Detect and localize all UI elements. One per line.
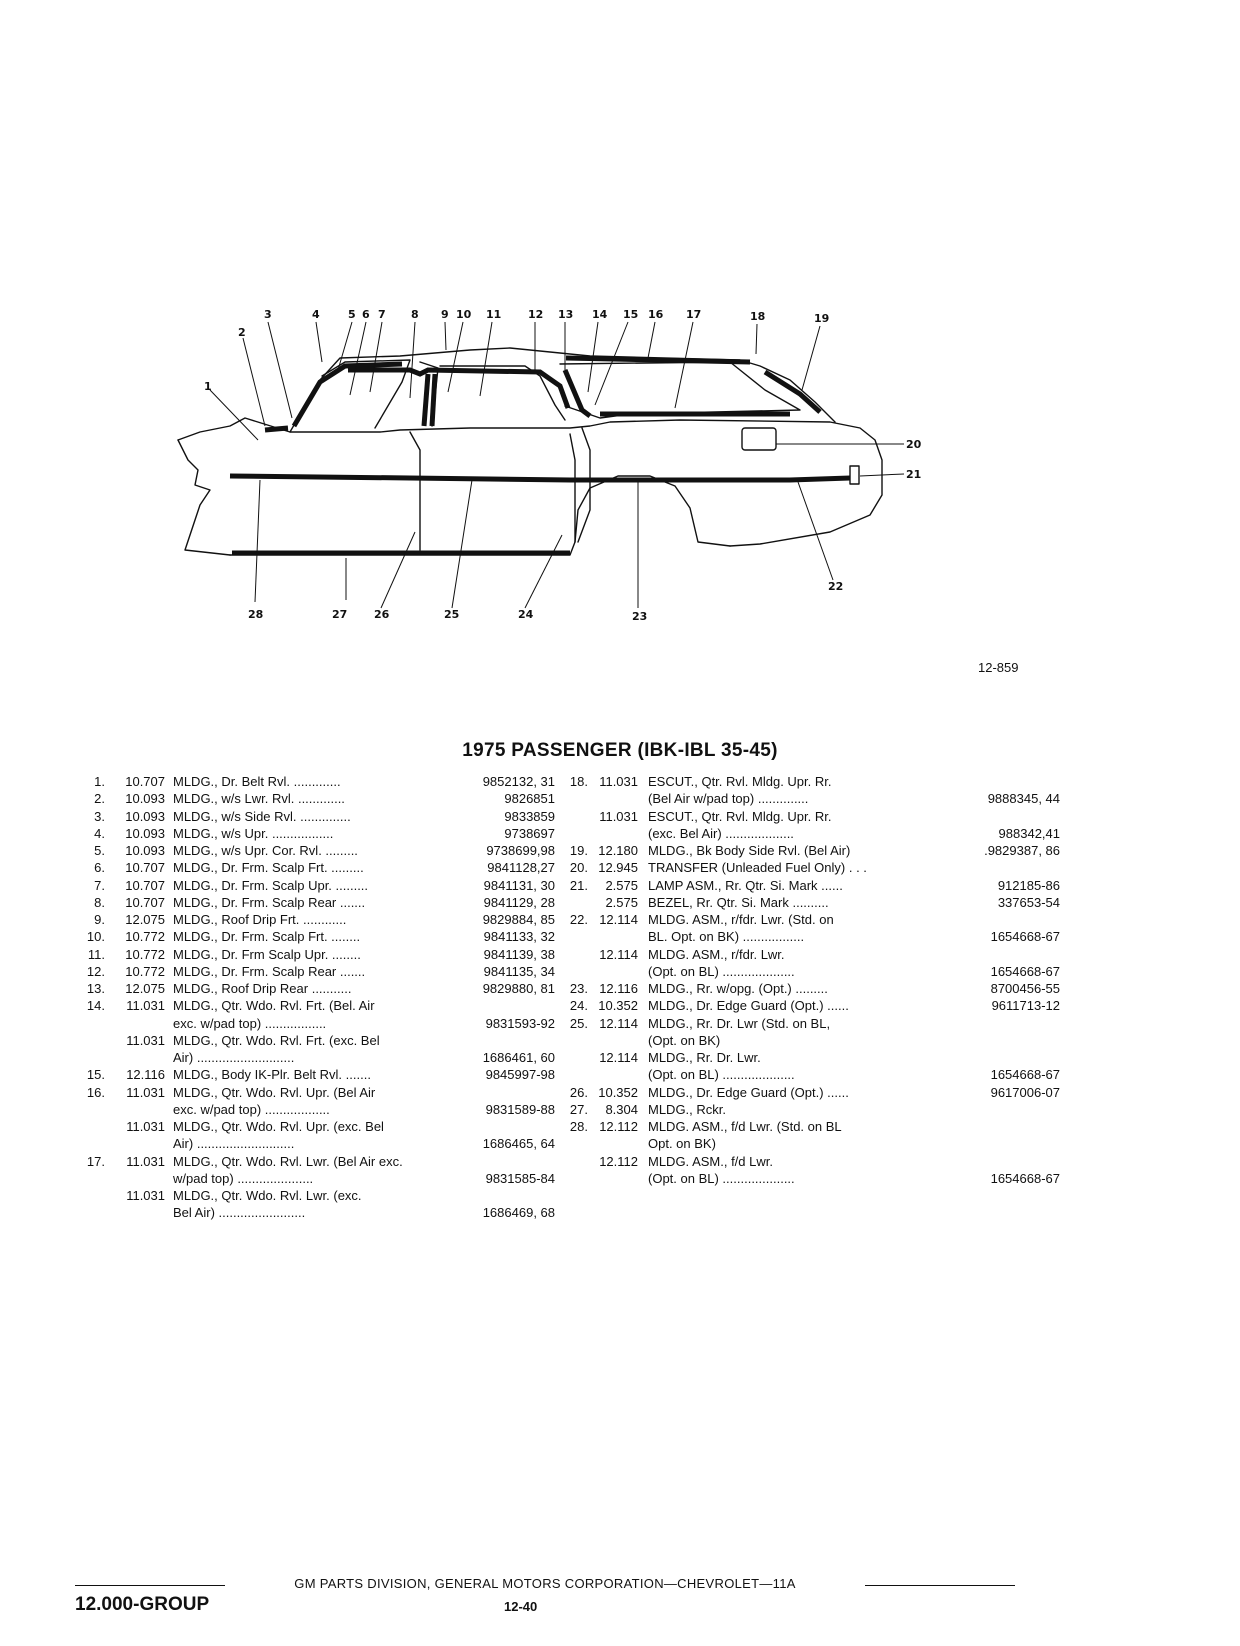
- part-description: (exc. Bel Air) ...................: [648, 825, 794, 841]
- callout-4: 4: [312, 310, 320, 321]
- part-description: MLDG., Rr. Dr. Lwr.: [648, 1050, 761, 1065]
- parts-list-row: [75, 1135, 555, 1152]
- part-description: TRANSFER (Unleaded Fuel Only) . . .: [648, 860, 867, 876]
- parts-list-row: [560, 946, 1060, 963]
- part-number: 9845997-98: [485, 1067, 555, 1083]
- part-number: 1654668-67: [990, 963, 1060, 979]
- part-number: 9841129, 28: [483, 894, 555, 910]
- callout-17: 17: [686, 310, 702, 321]
- part-description: MLDG., Qtr. Wdo. Rvl. Upr. (exc. Bel: [173, 1119, 384, 1134]
- callout-7: 7: [378, 310, 386, 321]
- parts-list-row: [75, 825, 555, 842]
- part-description: MLDG. ASM., f/d Lwr.: [648, 1153, 773, 1169]
- parts-list-row: [560, 1084, 1060, 1101]
- callout-22: 22: [828, 580, 844, 593]
- part-description: MLDG., Bk Body Side Rvl. (Bel Air): [648, 843, 851, 858]
- item-number: 28.: [569, 1119, 588, 1134]
- group-number: 12.075: [125, 981, 165, 996]
- group-number: 12.114: [599, 946, 638, 962]
- parts-list-row: [75, 1015, 555, 1032]
- item-number: 5.: [94, 843, 105, 858]
- part-number: 8700456-55: [990, 981, 1060, 996]
- parts-list-row: [75, 980, 555, 997]
- parts-list-row: [560, 1015, 1060, 1032]
- parts-list-row: [75, 1066, 555, 1083]
- parts-list-row: [560, 1066, 1060, 1083]
- group-number: 10.707: [125, 774, 165, 789]
- item-number: 13.: [86, 981, 105, 996]
- part-number: 9833859: [504, 808, 555, 824]
- group-number: 10.093: [125, 791, 165, 807]
- group-number: 12.112: [599, 1153, 638, 1169]
- callout-13: 13: [558, 310, 574, 321]
- group-number: 10.352: [598, 998, 638, 1014]
- part-number: 9841139, 38: [483, 946, 555, 962]
- part-number: .9829387, 86: [984, 843, 1060, 858]
- callout-5: 5: [348, 310, 356, 321]
- parts-list-row: [560, 1170, 1060, 1187]
- group-number: 12.116: [126, 1067, 165, 1083]
- item-number: 16.: [86, 1084, 105, 1100]
- group-number: 8.304: [605, 1101, 638, 1117]
- callout-25: 25: [444, 608, 460, 621]
- part-description: BEZEL, Rr. Qtr. Si. Mark ..........: [648, 894, 829, 910]
- part-description: LAMP ASM., Rr. Qtr. Si. Mark ......: [648, 877, 843, 893]
- part-description: ESCUT., Qtr. Rvl. Mldg. Upr. Rr.: [648, 774, 832, 789]
- part-number: 9831593-92: [485, 1015, 555, 1031]
- item-number: 11.: [87, 946, 105, 962]
- footer: [75, 1576, 1015, 1596]
- callout-1: 1: [204, 380, 212, 393]
- callout-11: 11: [486, 310, 502, 321]
- item-number: 24.: [569, 998, 588, 1014]
- part-description: MLDG., Dr. Frm. Scalp Frt. ........: [173, 929, 361, 945]
- group-number: 10.707: [125, 860, 165, 876]
- parts-list-row: [75, 790, 555, 807]
- parts-list-row: [560, 859, 1060, 876]
- item-number: 18.: [569, 774, 588, 789]
- part-description: Bel Air) ........................: [173, 1205, 306, 1221]
- car-molding-diagram: [170, 310, 970, 650]
- part-description: MLDG., w/s Lwr. Rvl. .............: [173, 791, 345, 807]
- page-title: 1975 PASSENGER (IBK-IBL 35-45): [462, 740, 778, 761]
- group-number: 12.945: [598, 860, 638, 876]
- parts-list-row: [560, 1135, 1060, 1152]
- callout-10: 10: [456, 310, 472, 321]
- part-description: MLDG., w/s Upr. .................: [173, 825, 334, 841]
- item-number: 27.: [569, 1101, 588, 1117]
- item-number: 14.: [86, 998, 105, 1014]
- group-number: 10.707: [125, 894, 165, 910]
- parts-list-row: [560, 1118, 1060, 1135]
- part-description: MLDG., Rckr.: [648, 1101, 727, 1117]
- item-number: 19.: [569, 843, 588, 858]
- part-number: 9841133, 32: [483, 929, 555, 945]
- callout-28: 28: [248, 608, 264, 621]
- part-number: 9831585-84: [485, 1170, 555, 1186]
- part-description: w/pad top) .....................: [173, 1170, 314, 1186]
- callout-18: 18: [750, 310, 766, 323]
- item-number: 23.: [569, 981, 588, 996]
- part-number: 9617006-07: [990, 1084, 1060, 1100]
- parts-list-row: [560, 980, 1060, 997]
- parts-list-row: [75, 842, 555, 859]
- callout-26: 26: [374, 608, 390, 621]
- group-number: 2.575: [605, 894, 638, 910]
- group-number: 10.772: [125, 929, 165, 945]
- part-number: 988342,41: [998, 825, 1060, 841]
- parts-list-row: [560, 825, 1060, 842]
- part-description: MLDG., w/s Upr. Cor. Rvl. .........: [173, 843, 358, 858]
- group-number: 10.093: [125, 808, 165, 824]
- parts-list-row: [75, 963, 555, 980]
- item-number: 4.: [94, 825, 105, 841]
- part-description: MLDG., Qtr. Wdo. Rvl. Upr. (Bel Air: [173, 1084, 376, 1100]
- group-number: 12.114: [599, 912, 638, 927]
- parts-list-row: [560, 911, 1060, 928]
- parts-list-row: [560, 808, 1060, 825]
- part-number: 9841135, 34: [483, 963, 555, 979]
- item-number: 26.: [569, 1084, 588, 1100]
- part-description: MLDG. ASM., f/d Lwr. (Std. on BL: [648, 1119, 842, 1134]
- group-number: 12.114: [599, 1050, 638, 1065]
- footer-division: GM PARTS DIVISION, GENERAL MOTORS CORPORATION—CHEVROLET—11A: [288, 1576, 801, 1591]
- group-number: 12.116: [599, 981, 638, 996]
- group-number: 11.031: [599, 774, 638, 789]
- part-number: 1686461, 60: [482, 1050, 555, 1065]
- parts-list-row: [75, 894, 555, 911]
- callout-3: 3: [264, 310, 272, 321]
- part-description: Air) ...........................: [173, 1050, 295, 1065]
- part-description: ESCUT., Qtr. Rvl. Mldg. Upr. Rr.: [648, 808, 832, 824]
- part-description: MLDG., Dr. Belt Rvl. .............: [173, 774, 341, 789]
- callout-27: 27: [332, 608, 348, 621]
- group-number: 11.031: [126, 1032, 165, 1048]
- part-description: (Bel Air w/pad top) ..............: [648, 791, 809, 807]
- group-number: 12.112: [599, 1119, 638, 1134]
- parts-list-row: [75, 1032, 555, 1049]
- part-number: 9831589-88: [485, 1101, 555, 1117]
- item-number: 1.: [94, 774, 105, 789]
- group-number: 11.031: [599, 808, 638, 824]
- parts-list-row: [75, 877, 555, 894]
- callout-2: 2: [238, 326, 246, 339]
- group-number: 11.031: [126, 998, 165, 1014]
- group-number: 11.031: [126, 1153, 165, 1169]
- part-number: 9611713-12: [991, 998, 1060, 1014]
- item-number: 21.: [569, 877, 588, 893]
- parts-list-row: [75, 1204, 555, 1221]
- callout-6: 6: [362, 310, 370, 321]
- part-description: (Opt. on BL) ....................: [648, 1170, 795, 1186]
- item-number: 3.: [94, 808, 105, 824]
- parts-list-row: [75, 1084, 555, 1101]
- part-description: MLDG., w/s Side Rvl. ..............: [173, 808, 351, 824]
- parts-list-row: [75, 808, 555, 825]
- part-number: 9852132, 31: [482, 774, 555, 789]
- parts-list-row: [560, 1032, 1060, 1049]
- part-number: 9738699,98: [486, 843, 555, 858]
- part-description: MLDG., Qtr. Wdo. Rvl. Lwr. (exc.: [173, 1188, 362, 1203]
- callout-20: 20: [906, 438, 922, 451]
- parts-list-row: [560, 773, 1060, 790]
- callout-8: 8: [411, 310, 419, 321]
- group-number: 10.707: [125, 877, 165, 893]
- group-number: 12.075: [125, 912, 165, 927]
- callout-23: 23: [632, 610, 648, 623]
- part-description: exc. w/pad top) .................: [173, 1015, 327, 1031]
- parts-list-row: [560, 790, 1060, 807]
- group-number: 10.093: [125, 825, 165, 841]
- group-number: 10.772: [125, 946, 165, 962]
- group-number: 11.031: [126, 1119, 165, 1134]
- parts-list-row: [560, 877, 1060, 894]
- group-number: 10.352: [598, 1084, 638, 1100]
- parts-list-row: [560, 928, 1060, 945]
- part-description: MLDG., Dr. Frm. Scalp Rear .......: [173, 963, 366, 979]
- parts-list-row: [560, 1101, 1060, 1118]
- part-description: MLDG., Rr. w/opg. (Opt.) .........: [648, 981, 828, 996]
- part-description: MLDG., Qtr. Wdo. Rvl. Frt. (Bel. Air: [173, 998, 375, 1014]
- part-description: MLDG., Dr. Edge Guard (Opt.) ......: [648, 998, 849, 1014]
- item-number: 12.: [86, 963, 105, 979]
- item-number: 7.: [94, 877, 105, 893]
- parts-list-row: [560, 894, 1060, 911]
- callout-24: 24: [518, 608, 534, 621]
- figure-number: 12-859: [978, 660, 1019, 675]
- part-description: MLDG., Roof Drip Rear ...........: [173, 981, 352, 996]
- parts-list-row: [75, 946, 555, 963]
- part-description: MLDG., Rr. Dr. Lwr (Std. on BL,: [648, 1015, 831, 1031]
- group-number: 10.772: [125, 963, 165, 979]
- part-number: 9841131, 30: [483, 877, 555, 893]
- parts-list-row: [75, 1153, 555, 1170]
- parts-list-row: [560, 1153, 1060, 1170]
- part-number: 9888345, 44: [987, 791, 1060, 807]
- part-description: MLDG., Dr. Edge Guard (Opt.) ......: [648, 1084, 849, 1100]
- part-number: 1654668-67: [990, 1170, 1060, 1186]
- parts-list-row: [560, 842, 1060, 859]
- part-number: 9829884, 85: [482, 912, 555, 927]
- parts-list-row: [75, 859, 555, 876]
- item-number: 22.: [569, 912, 588, 927]
- parts-list-row: [75, 997, 555, 1014]
- parts-list-left: [75, 773, 555, 1222]
- parts-list-row: [75, 1187, 555, 1204]
- part-number: 9829880, 81: [482, 981, 555, 996]
- callout-9: 9: [441, 310, 449, 321]
- item-number: 10.: [86, 929, 105, 945]
- parts-list-row: [75, 773, 555, 790]
- parts-list-row: [75, 1170, 555, 1187]
- part-description: Air) ...........................: [173, 1136, 295, 1152]
- parts-list-row: [75, 928, 555, 945]
- parts-list-row: [75, 1118, 555, 1135]
- part-description: exc. w/pad top) ..................: [173, 1101, 330, 1117]
- part-description: Opt. on BK): [648, 1136, 716, 1152]
- parts-list-row: [560, 963, 1060, 980]
- part-number: 912185-86: [997, 877, 1060, 893]
- callout-21: 21: [906, 468, 922, 481]
- footer-division-wrap: [75, 1576, 1015, 1591]
- part-description: MLDG., Body IK-Plr. Belt Rvl. .......: [173, 1067, 371, 1083]
- parts-list-row: [75, 911, 555, 928]
- group-number: 12.114: [599, 1015, 638, 1031]
- page-number: 12-40: [504, 1599, 538, 1614]
- parts-list-row: [560, 1049, 1060, 1066]
- part-description: MLDG., Roof Drip Frt. ............: [173, 912, 347, 927]
- part-description: MLDG., Qtr. Wdo. Rvl. Frt. (exc. Bel: [173, 1032, 380, 1048]
- group-label: 12.000-GROUP: [75, 1594, 210, 1615]
- part-description: MLDG., Qtr. Wdo. Rvl. Lwr. (Bel Air exc.: [173, 1153, 403, 1169]
- callout-16: 16: [648, 310, 664, 321]
- part-number: 1654668-67: [990, 929, 1060, 945]
- item-number: 15.: [86, 1067, 105, 1083]
- item-number: 2.: [94, 791, 105, 807]
- parts-list-row: [560, 997, 1060, 1014]
- part-description: MLDG., Dr. Frm. Scalp Rear .......: [173, 894, 366, 910]
- part-number: 9826851: [504, 791, 555, 807]
- part-description: BL. Opt. on BK) .................: [648, 929, 805, 945]
- part-description: (Opt. on BK): [648, 1032, 721, 1048]
- callout-14: 14: [592, 310, 608, 321]
- item-number: 9.: [94, 912, 105, 927]
- part-number: 1686465, 64: [482, 1136, 555, 1152]
- part-description: (Opt. on BL) ....................: [648, 963, 795, 979]
- parts-list-row: [75, 1101, 555, 1118]
- part-number: 9841128,27: [487, 860, 555, 876]
- item-number: 6.: [94, 860, 105, 876]
- parts-list-row: [75, 1049, 555, 1066]
- item-number: 25.: [569, 1015, 588, 1031]
- part-description: (Opt. on BL) ....................: [648, 1067, 795, 1083]
- part-description: MLDG., Dr. Frm Scalp Upr. ........: [173, 946, 361, 962]
- item-number: 8.: [94, 894, 105, 910]
- parts-list-right: [560, 773, 1060, 1187]
- group-number: 11.031: [126, 1188, 165, 1203]
- part-number: 9738697: [504, 825, 555, 841]
- group-number: 2.575: [605, 877, 638, 893]
- part-number: 1686469, 68: [482, 1205, 555, 1221]
- callout-12: 12: [528, 310, 544, 321]
- callout-15: 15: [623, 310, 639, 321]
- part-description: MLDG. ASM., r/fdr. Lwr. (Std. on: [648, 912, 834, 927]
- part-number: 337653-54: [997, 894, 1060, 910]
- part-description: MLDG., Dr. Frm. Scalp Upr. .........: [173, 877, 369, 893]
- item-number: 20.: [569, 860, 588, 876]
- group-number: 12.180: [598, 843, 638, 858]
- group-number: 10.093: [125, 843, 165, 858]
- part-description: MLDG. ASM., r/fdr. Lwr.: [648, 946, 785, 962]
- part-description: MLDG., Dr. Frm. Scalp Frt. .........: [173, 860, 364, 876]
- part-number: 1654668-67: [990, 1067, 1060, 1083]
- group-number: 11.031: [126, 1084, 165, 1100]
- callout-19: 19: [814, 312, 830, 325]
- item-number: 17.: [86, 1153, 105, 1169]
